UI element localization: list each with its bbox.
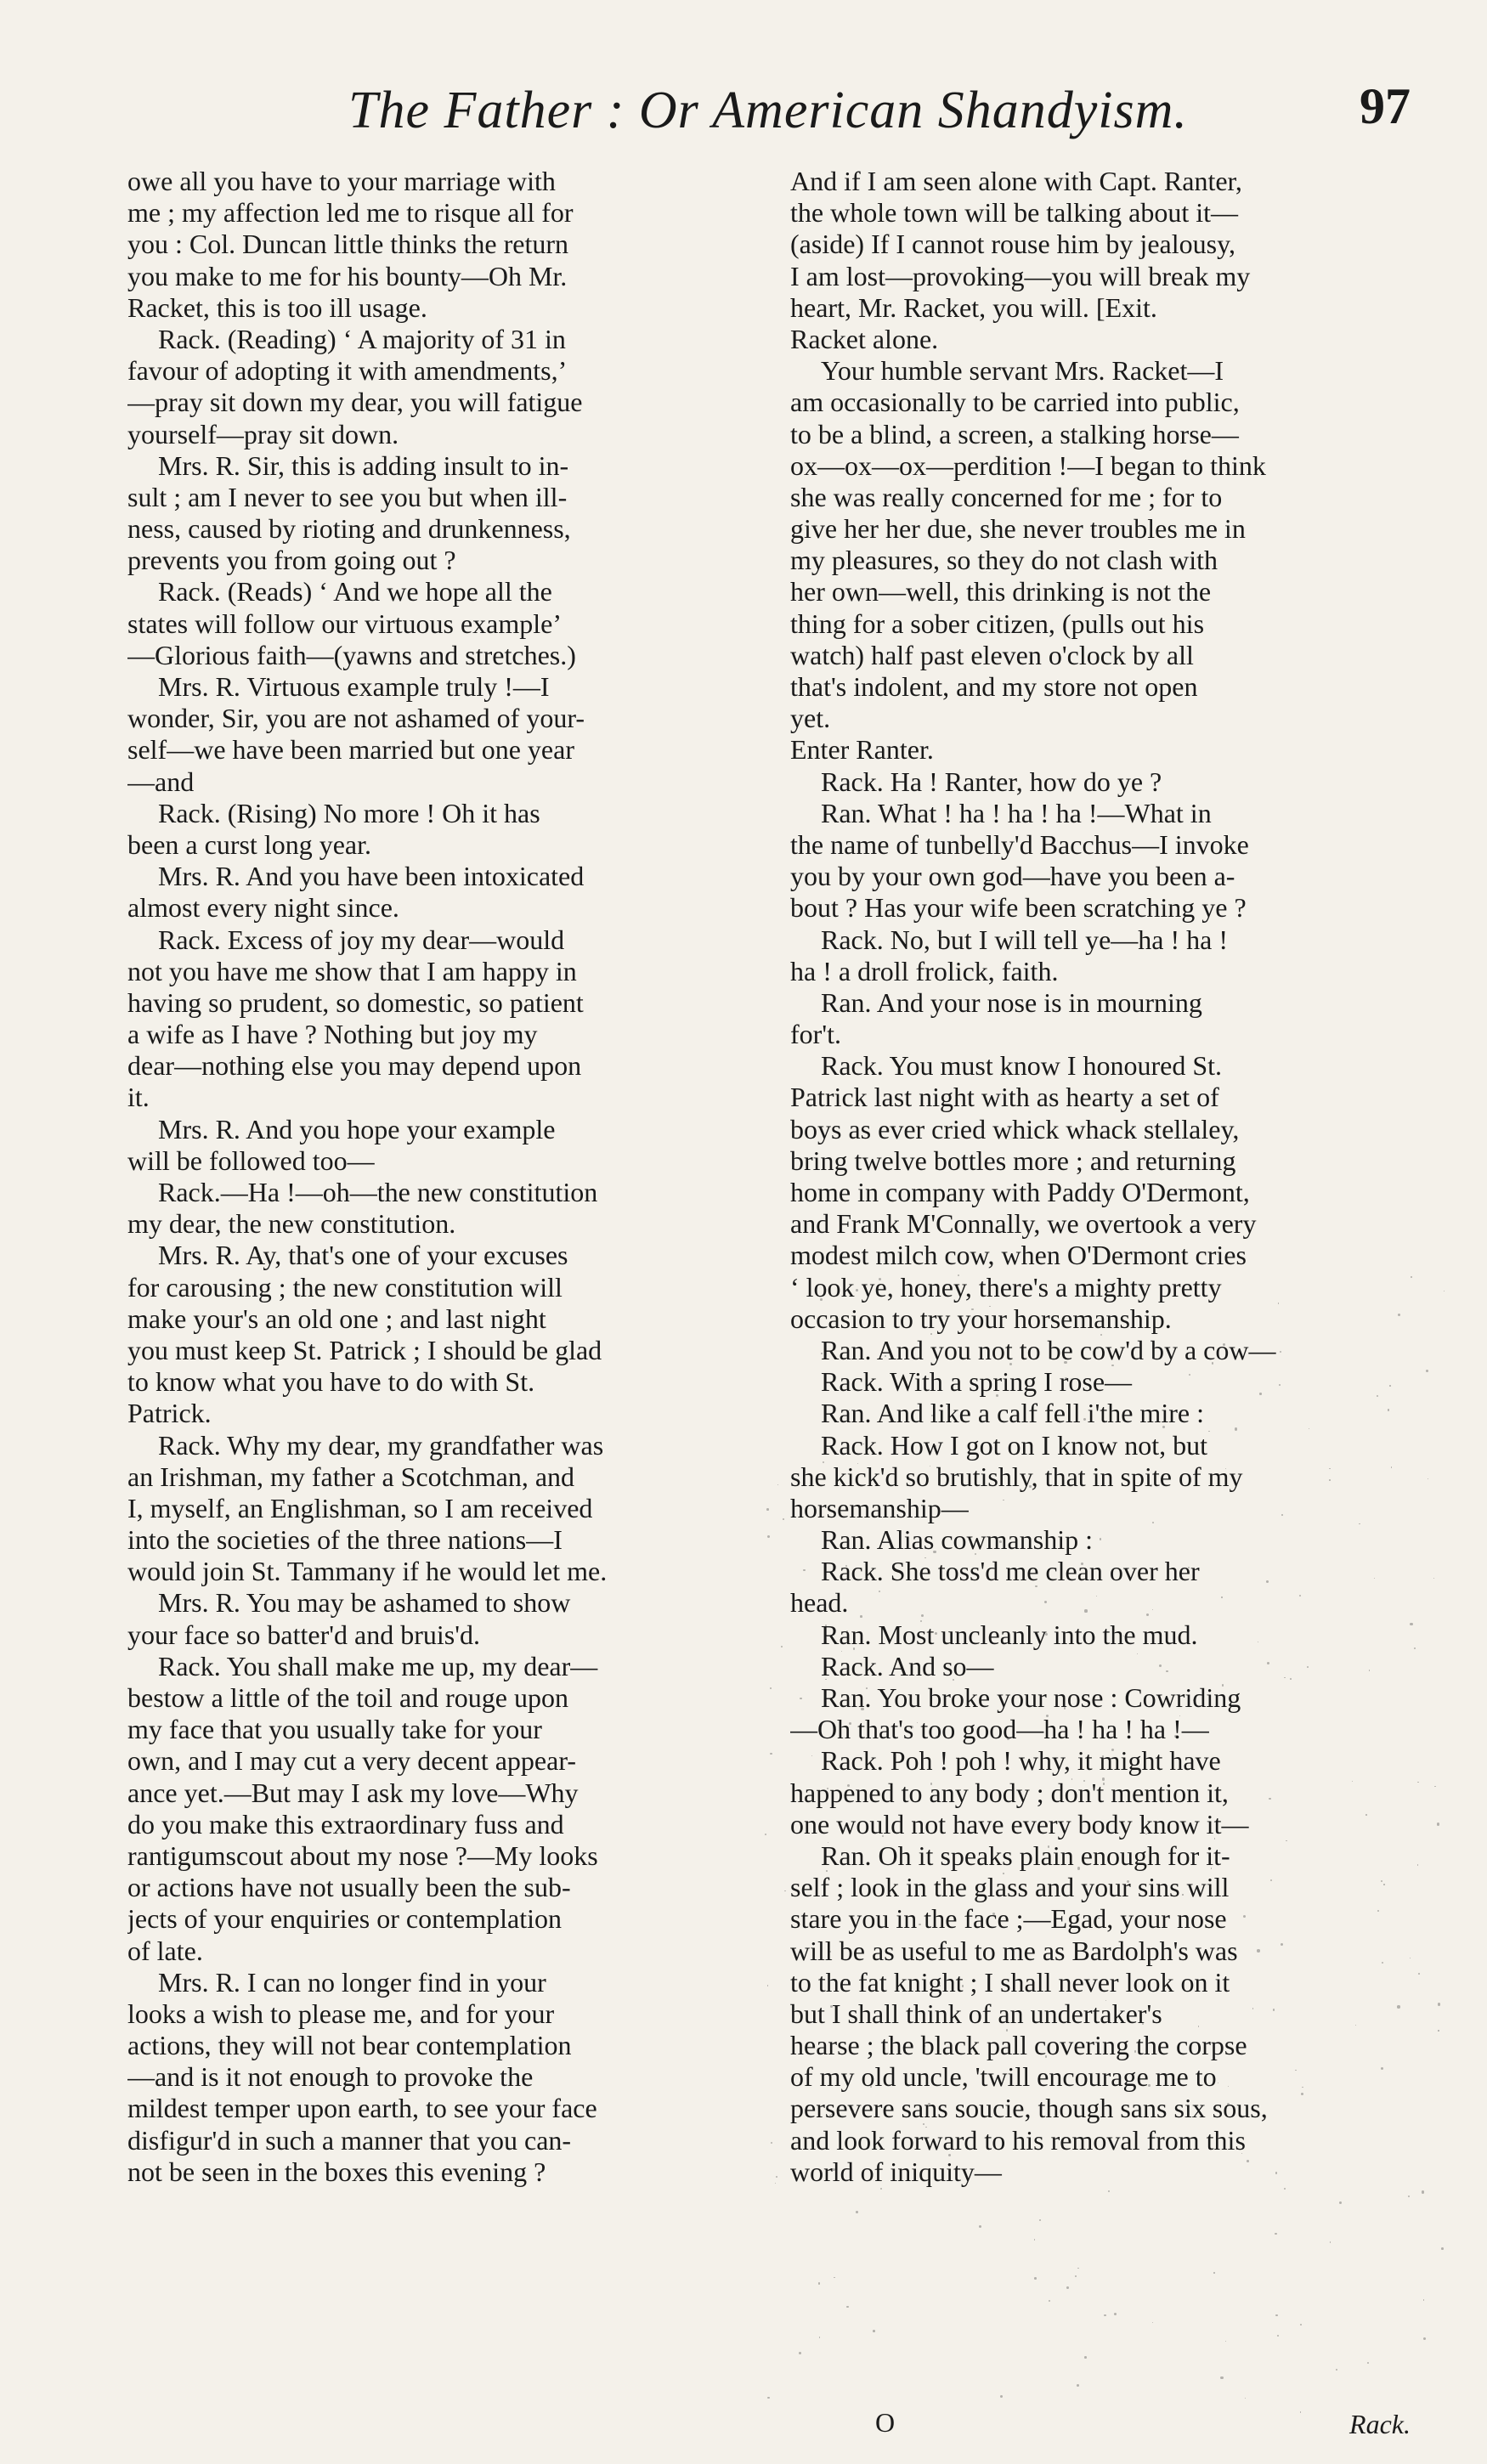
text-line: world of iniquity— xyxy=(790,2156,1002,2187)
speck xyxy=(1102,1777,1105,1780)
text-line: Rack. (Reads) ‘ And we hope all the xyxy=(158,576,552,608)
text-line: to the fat knight ; I shall never look on it xyxy=(790,1966,1230,1998)
speck xyxy=(1438,2030,1439,2031)
text-line: happened to any body ; don't mention it, xyxy=(790,1777,1229,1808)
text-line: self ; look in the glass and your sins will xyxy=(790,1872,1230,1903)
speck xyxy=(1408,2196,1410,2197)
speck xyxy=(1397,2005,1399,2008)
text-line: self—we have been married but one year xyxy=(127,734,574,766)
speck xyxy=(1290,1678,1292,1680)
text-line: —Oh that's too good—ha ! ha ! ha !— xyxy=(790,1714,1209,1745)
speck xyxy=(971,1308,974,1311)
text-line: am occasionally to be carried into public, xyxy=(790,387,1240,418)
speck xyxy=(861,1708,863,1710)
speck xyxy=(1279,1384,1281,1386)
speck xyxy=(1003,1873,1004,1874)
speck xyxy=(1367,2362,1369,2364)
text-line: Rack. She toss'd me clean over her xyxy=(821,1556,1200,1587)
speck xyxy=(771,2142,772,2144)
speck xyxy=(1064,1361,1066,1364)
text-line: she was really concerned for me ; for to xyxy=(790,481,1223,512)
speck xyxy=(1049,2300,1050,2302)
text-line: of late. xyxy=(127,1935,203,1966)
speck xyxy=(1365,1814,1367,1816)
text-line: almost every night since. xyxy=(127,892,399,924)
text-line: Ran. Alias cowmanship : xyxy=(821,1524,1093,1556)
speck xyxy=(820,1298,822,1300)
speck xyxy=(766,1508,769,1511)
speck xyxy=(1381,1880,1382,1882)
text-line: Mrs. R. Sir, this is adding insult to in- xyxy=(158,449,569,481)
speck xyxy=(799,2352,801,2354)
speck xyxy=(767,2397,770,2399)
speck xyxy=(829,1951,831,1953)
text-line: yourself—pray sit down. xyxy=(127,418,399,449)
text-line: looks a wish to please me, and for your xyxy=(127,1998,555,2029)
text-line: jects of your enquiries or contemplation xyxy=(127,1903,562,1935)
text-line: her own—well, this drinking is not the xyxy=(790,576,1212,608)
speck xyxy=(1423,2337,1426,2340)
text-line: Mrs. R. Ay, that's one of your excuses xyxy=(158,1240,568,1271)
text-line: bring twelve bottles more ; and returning xyxy=(790,1144,1236,1176)
text-line: I, myself, an Englishman, so I am received xyxy=(127,1492,593,1523)
speck xyxy=(923,2123,924,2125)
speck xyxy=(1329,1479,1331,1481)
text-line: you by your own god—have you been a- xyxy=(790,861,1235,892)
speck xyxy=(1088,2106,1090,2108)
speck xyxy=(1213,2272,1215,2274)
text-line: sult ; am I never to see you but when ill- xyxy=(127,481,568,512)
speck xyxy=(834,2277,835,2279)
printer-signature-mark: O xyxy=(875,2407,896,2438)
text-line: a wife as I have ? Nothing but joy my xyxy=(127,1019,538,1050)
speck xyxy=(847,1784,850,1787)
speck xyxy=(1064,1707,1066,1709)
speck xyxy=(1257,1949,1259,1952)
speck xyxy=(856,1289,858,1291)
speck xyxy=(1275,2233,1277,2235)
text-line: ance yet.—But may I ask my love—Why xyxy=(127,1777,579,1808)
speck xyxy=(1426,1370,1428,1372)
text-line: Rack. (Rising) No more ! Oh it has xyxy=(158,797,540,828)
speck xyxy=(1302,2087,1303,2088)
text-line: Rack. Ha ! Ranter, how do ye ? xyxy=(821,766,1162,797)
speck xyxy=(920,1620,922,1622)
text-line: owe all you have to your marriage with xyxy=(127,166,556,196)
speck xyxy=(999,1540,1002,1543)
speck xyxy=(979,2225,981,2228)
speck xyxy=(777,1484,779,1486)
speck xyxy=(996,1394,998,1397)
speck xyxy=(1418,1973,1420,1975)
speck xyxy=(1084,2356,1087,2359)
speck xyxy=(1048,1845,1050,1848)
speck xyxy=(939,1985,940,1986)
left-column xyxy=(127,166,752,2188)
text-line: Ran. Most uncleanly into the mud. xyxy=(821,1619,1198,1650)
text-line: And if I am seen alone with Capt. Ranter, xyxy=(790,166,1242,196)
text-line: Your humble servant Mrs. Racket—I xyxy=(821,355,1224,387)
speck xyxy=(1114,2313,1117,2315)
text-line: Rack. How I got on I know not, but xyxy=(821,1429,1208,1461)
page-header xyxy=(127,78,1411,149)
text-line: been a curst long year. xyxy=(127,828,371,860)
text-line: that's indolent, and my store not open xyxy=(790,671,1198,702)
text-line: the name of tunbelly'd Bacchus—I invoke xyxy=(790,828,1249,860)
speck xyxy=(1188,1567,1190,1568)
text-line: you must keep St. Patrick ; I should be glad xyxy=(127,1334,602,1365)
speck xyxy=(1300,2324,1302,2326)
speck xyxy=(879,1278,881,1280)
speck xyxy=(775,2183,776,2184)
speck xyxy=(1269,1798,1270,1800)
text-line: ha ! a droll frolick, faith. xyxy=(790,955,1059,986)
text-line: for carousing ; the new constitution will xyxy=(127,1271,563,1303)
speck xyxy=(935,1632,937,1635)
speck xyxy=(1075,2275,1077,2277)
speck xyxy=(1383,1884,1385,1885)
speck xyxy=(866,1687,868,1689)
text-line: Patrick. xyxy=(127,1398,212,1429)
speck xyxy=(1044,1601,1047,1603)
speck xyxy=(873,2330,875,2332)
speck xyxy=(931,1415,933,1416)
text-line: Racket alone. xyxy=(790,323,939,354)
text-line: for't. xyxy=(790,1019,841,1050)
speck xyxy=(1066,2286,1069,2289)
speck xyxy=(1241,2153,1242,2154)
text-line: she kick'd so brutishly, that in spite of my xyxy=(790,1461,1243,1492)
text-line: yet. xyxy=(790,703,831,734)
speck xyxy=(1189,1374,1190,1376)
text-line: hearse ; the black pall covering the corpse xyxy=(790,2030,1247,2061)
text-line: and look forward to his removal from this xyxy=(790,2124,1246,2156)
text-line: Rack.—Ha !—oh—the new constitution xyxy=(158,1177,598,1207)
speck xyxy=(1280,1351,1281,1353)
text-line: Mrs. R. And you hope your example xyxy=(158,1113,556,1144)
text-line: ox—ox—ox—perdition !—I began to think xyxy=(790,449,1266,481)
speck xyxy=(1389,1385,1391,1387)
speck xyxy=(1103,1783,1105,1784)
speck xyxy=(933,1551,936,1553)
speck xyxy=(1212,1362,1213,1364)
speck xyxy=(1245,2398,1246,2399)
speck xyxy=(1100,1334,1102,1336)
text-line: occasion to try your horsemanship. xyxy=(790,1303,1172,1334)
speck xyxy=(1077,1867,1080,1869)
speck xyxy=(953,1679,954,1681)
speck xyxy=(1247,2160,1249,2162)
text-line: to be a blind, a screen, a stalking horse— xyxy=(790,418,1239,449)
speck xyxy=(1225,1468,1227,1470)
speck xyxy=(770,1753,772,1755)
speck xyxy=(1146,1613,1149,1616)
speck xyxy=(917,1722,918,1723)
text-line: having so prudent, so domestic, so patient xyxy=(127,986,584,1018)
speck xyxy=(818,2282,820,2284)
text-line: heart, Mr. Racket, you will. [Exit. xyxy=(790,291,1157,323)
text-line: Rack. Why my dear, my grandfather was xyxy=(158,1429,604,1461)
speck xyxy=(1182,1894,1183,1895)
speck xyxy=(928,2103,930,2105)
speck xyxy=(829,2115,830,2116)
text-line: Rack. Poh ! poh ! why, it might have xyxy=(821,1745,1221,1777)
text-line: or actions have not usually been the sub- xyxy=(127,1872,571,1903)
speck xyxy=(1270,1879,1272,1881)
text-line: thing for a sober citizen, (pulls out his xyxy=(790,608,1205,639)
speck xyxy=(1377,1395,1378,1397)
speck xyxy=(1034,2277,1037,2280)
text-line: will be as useful to me as Bardolph's was xyxy=(790,1935,1238,1966)
speck xyxy=(1281,1514,1283,1516)
speck xyxy=(1214,1838,1215,1839)
speck xyxy=(1275,2314,1278,2317)
text-line: disfigur'd in such a manner that you can- xyxy=(127,2124,572,2156)
speck xyxy=(1071,1778,1073,1780)
text-line: —pray sit down my dear, you will fatigue xyxy=(127,387,583,418)
speck xyxy=(1437,1823,1439,1825)
text-line: Mrs. R. You may be ashamed to show xyxy=(158,1587,571,1619)
text-line: head. xyxy=(790,1587,849,1619)
speck xyxy=(853,1647,855,1649)
text-line: prevents you from going out ? xyxy=(127,545,456,576)
speck xyxy=(1142,2023,1144,2025)
speck xyxy=(1104,2314,1106,2317)
speck xyxy=(919,1924,921,1926)
speck xyxy=(1281,1943,1283,1946)
speck xyxy=(821,1353,822,1354)
speck xyxy=(860,1615,862,1618)
text-line: but I shall think of an undertaker's xyxy=(790,1998,1162,2029)
text-line: do you make this extraordinary fuss and xyxy=(127,1808,564,1840)
text-line: Enter Ranter. xyxy=(790,734,934,766)
speck xyxy=(882,1835,884,1837)
speck xyxy=(1300,2411,1301,2412)
text-line: (aside) If I cannot rouse him by jealousy, xyxy=(790,229,1235,260)
speck xyxy=(962,1985,964,1986)
speck xyxy=(1208,1431,1210,1433)
text-line: Racket, this is too ill usage. xyxy=(127,291,427,323)
speck xyxy=(1339,2201,1342,2204)
speck xyxy=(849,1722,851,1725)
text-line: states will follow our virtuous example’ xyxy=(127,608,563,639)
text-line: your face so batter'd and bruis'd. xyxy=(127,1619,480,1650)
text-line: Ran. You broke your nose : Cowriding xyxy=(821,1682,1241,1713)
speck xyxy=(832,2168,834,2171)
text-line: horsemanship— xyxy=(790,1492,969,1523)
speck xyxy=(846,2306,849,2309)
text-line: you : Col. Duncan little thinks the return xyxy=(127,229,569,260)
speck xyxy=(1162,1426,1165,1428)
text-line: not you have me show that I am happy in xyxy=(127,955,577,986)
text-line: Ran. And you not to be cow'd by a cow— xyxy=(821,1334,1276,1365)
speck xyxy=(781,1646,783,1647)
text-line: Mrs. R. I can no longer find in your xyxy=(158,1966,546,1998)
speck xyxy=(1414,1647,1416,1649)
text-line: bestow a little of the toil and rouge upon xyxy=(127,1682,568,1713)
speck xyxy=(1093,1351,1094,1352)
speck xyxy=(776,2176,777,2178)
speck xyxy=(1235,1427,1237,1430)
text-line: would join St. Tammany if he would let me. xyxy=(127,1556,608,1587)
speck xyxy=(1329,1468,1330,1469)
speck xyxy=(1434,1786,1436,1788)
text-line: ness, caused by rioting and drunkenness, xyxy=(127,513,571,545)
speck xyxy=(1277,2335,1279,2337)
text-line: Mrs. R. Virtuous example truly !—I xyxy=(158,671,550,702)
speck xyxy=(930,1333,932,1335)
speck xyxy=(819,2337,821,2338)
speck xyxy=(1077,2268,1078,2269)
text-line: it. xyxy=(127,1082,150,1113)
speck xyxy=(1102,1755,1104,1757)
speck xyxy=(911,1726,913,1728)
text-line: me ; my affection led me to risque all for xyxy=(127,197,574,229)
speck xyxy=(992,1913,994,1914)
text-line: Rack. You must know I honoured St. xyxy=(821,1050,1223,1082)
speck xyxy=(1433,1578,1434,1579)
speck xyxy=(1259,1393,1261,1394)
speck xyxy=(1422,2190,1424,2193)
text-line: Ran. And your nose is in mourning xyxy=(821,986,1202,1018)
text-line: —and is it not enough to provoke the xyxy=(127,2061,534,2093)
speck xyxy=(1295,2070,1297,2071)
speck xyxy=(1359,1523,1360,1524)
speck xyxy=(1307,1666,1309,1668)
speck xyxy=(1134,2050,1136,2052)
speck xyxy=(1225,2341,1226,2342)
speck xyxy=(767,1535,770,1538)
text-line: mildest temper upon earth, to see your face xyxy=(127,2093,597,2124)
text-line: the whole town will be talking about it— xyxy=(790,197,1239,229)
text-line: wonder, Sir, you are not ashamed of your- xyxy=(127,703,585,734)
text-line: make your's an old one ; and last night xyxy=(127,1303,546,1334)
text-line: persevere sans soucie, though sans six sous, xyxy=(790,2093,1268,2124)
text-line: Rack. (Reading) ‘ A majority of 31 in xyxy=(158,323,566,354)
text-line: Ran. And like a calf fell i'the mire : xyxy=(821,1398,1204,1429)
text-line: boys as ever cried whick whack stellaley, xyxy=(790,1113,1240,1144)
text-line: of my old uncle, 'twill encourage me to xyxy=(790,2061,1217,2093)
speck xyxy=(1369,1670,1371,1671)
text-line: you make to me for his bounty—Oh Mr. xyxy=(127,260,568,291)
text-line: own, and I may cut a very decent appear- xyxy=(127,1745,576,1777)
speck xyxy=(825,1625,827,1626)
speck xyxy=(1417,1864,1418,1865)
text-line: dear—nothing else you may depend upon xyxy=(127,1050,582,1082)
speck xyxy=(851,2110,854,2112)
speck xyxy=(1441,2247,1444,2250)
text-line: and Frank M'Connally, we overtook a very xyxy=(790,1208,1257,1240)
speck xyxy=(770,1687,772,1689)
speck xyxy=(1152,2322,1153,2323)
text-line: modest milch cow, when O'Dermont cries xyxy=(790,1240,1247,1271)
speck xyxy=(767,1985,768,1986)
speck xyxy=(765,1834,766,1835)
text-line: not be seen in the boxes this evening ? xyxy=(127,2156,546,2187)
text-line: rantigumscout about my nose ?—My looks xyxy=(127,1840,598,1871)
speck xyxy=(803,1569,805,1571)
text-line: give her her due, she never troubles me in xyxy=(790,513,1246,545)
speck xyxy=(1035,1585,1037,1587)
text-line: to know what you have to do with St. xyxy=(127,1366,535,1398)
speck xyxy=(1336,2369,1337,2371)
speck xyxy=(1029,1485,1032,1488)
text-line: stare you in the face ;—Egad, your nose xyxy=(790,1903,1227,1935)
speck xyxy=(1077,2384,1079,2387)
speck xyxy=(784,1890,786,1892)
speck xyxy=(1039,2219,1041,2221)
speck xyxy=(1045,1633,1048,1636)
text-line: Ran. What ! ha ! ha ! ha !—What in xyxy=(821,797,1212,828)
text-line: Rack. Excess of joy my dear—would xyxy=(158,924,565,955)
text-line: home in company with Paddy O'Dermont, xyxy=(790,1177,1250,1207)
speck xyxy=(783,1518,784,1520)
speck xyxy=(1085,1889,1088,1891)
text-line: my dear, the new constitution. xyxy=(127,1208,456,1240)
text-line: Ran. Oh it speaks plain enough for it- xyxy=(821,1840,1230,1871)
text-line: favour of adopting it with amendments,’ xyxy=(127,355,568,387)
text-line: Rack. And so— xyxy=(821,1650,994,1681)
speck xyxy=(1108,2190,1110,2192)
speck xyxy=(1423,2299,1425,2301)
text-line: ‘ look ye, honey, there's a mighty pretty xyxy=(790,1271,1222,1303)
speck xyxy=(1275,2172,1277,2173)
speck xyxy=(1417,1782,1418,1783)
speck xyxy=(1330,2241,1331,2242)
text-line: an Irishman, my father a Scotchman, and xyxy=(127,1461,575,1492)
text-line: Rack. No, but I will tell ye—ha ! ha ! xyxy=(821,924,1228,955)
text-line: Rack. With a spring I rose— xyxy=(821,1366,1133,1398)
speck xyxy=(1438,2003,1440,2005)
text-line: Mrs. R. And you have been intoxicated xyxy=(158,861,585,892)
catchword: Rack. xyxy=(1349,2409,1411,2439)
text-line: —and xyxy=(127,766,195,797)
text-line: watch) half past eleven o'clock by all xyxy=(790,639,1194,670)
text-line: bout ? Has your wife been scratching ye ? xyxy=(790,892,1247,924)
text-line: Rack. You shall make me up, my dear— xyxy=(158,1650,598,1681)
speck xyxy=(1000,2395,1003,2398)
speck xyxy=(936,1736,937,1738)
text-line: my pleasures, so they do not clash with xyxy=(790,545,1218,576)
speck xyxy=(1220,2376,1223,2379)
speck xyxy=(1007,1738,1009,1740)
speck xyxy=(1410,1623,1412,1625)
right-column xyxy=(790,166,1415,2188)
text-line: actions, they will not bear contemplation xyxy=(127,2030,572,2061)
speck xyxy=(884,2048,885,2049)
text-line: into the societies of the three nations—I xyxy=(127,1524,563,1556)
text-line: will be followed too— xyxy=(127,1144,375,1176)
speck xyxy=(856,2211,858,2213)
speck xyxy=(1034,2239,1035,2240)
text-line: my face that you usually take for your xyxy=(127,1714,542,1745)
text-line: one would not have every body know it— xyxy=(790,1808,1249,1840)
speck xyxy=(921,1614,924,1617)
text-line: I am lost—provoking—you will break my xyxy=(790,260,1251,291)
speck xyxy=(1148,2084,1151,2087)
page-number: 97 xyxy=(1360,78,1411,134)
speck xyxy=(1381,2067,1383,2070)
running-title: The Father : Or American Shandyism. xyxy=(348,82,1188,139)
text-line: —Glorious faith—(yawns and stretches.) xyxy=(127,639,576,670)
text-line: Patrick last night with as hearty a set of xyxy=(790,1082,1219,1113)
speck xyxy=(1252,2008,1254,2009)
speck xyxy=(1084,1609,1087,1612)
